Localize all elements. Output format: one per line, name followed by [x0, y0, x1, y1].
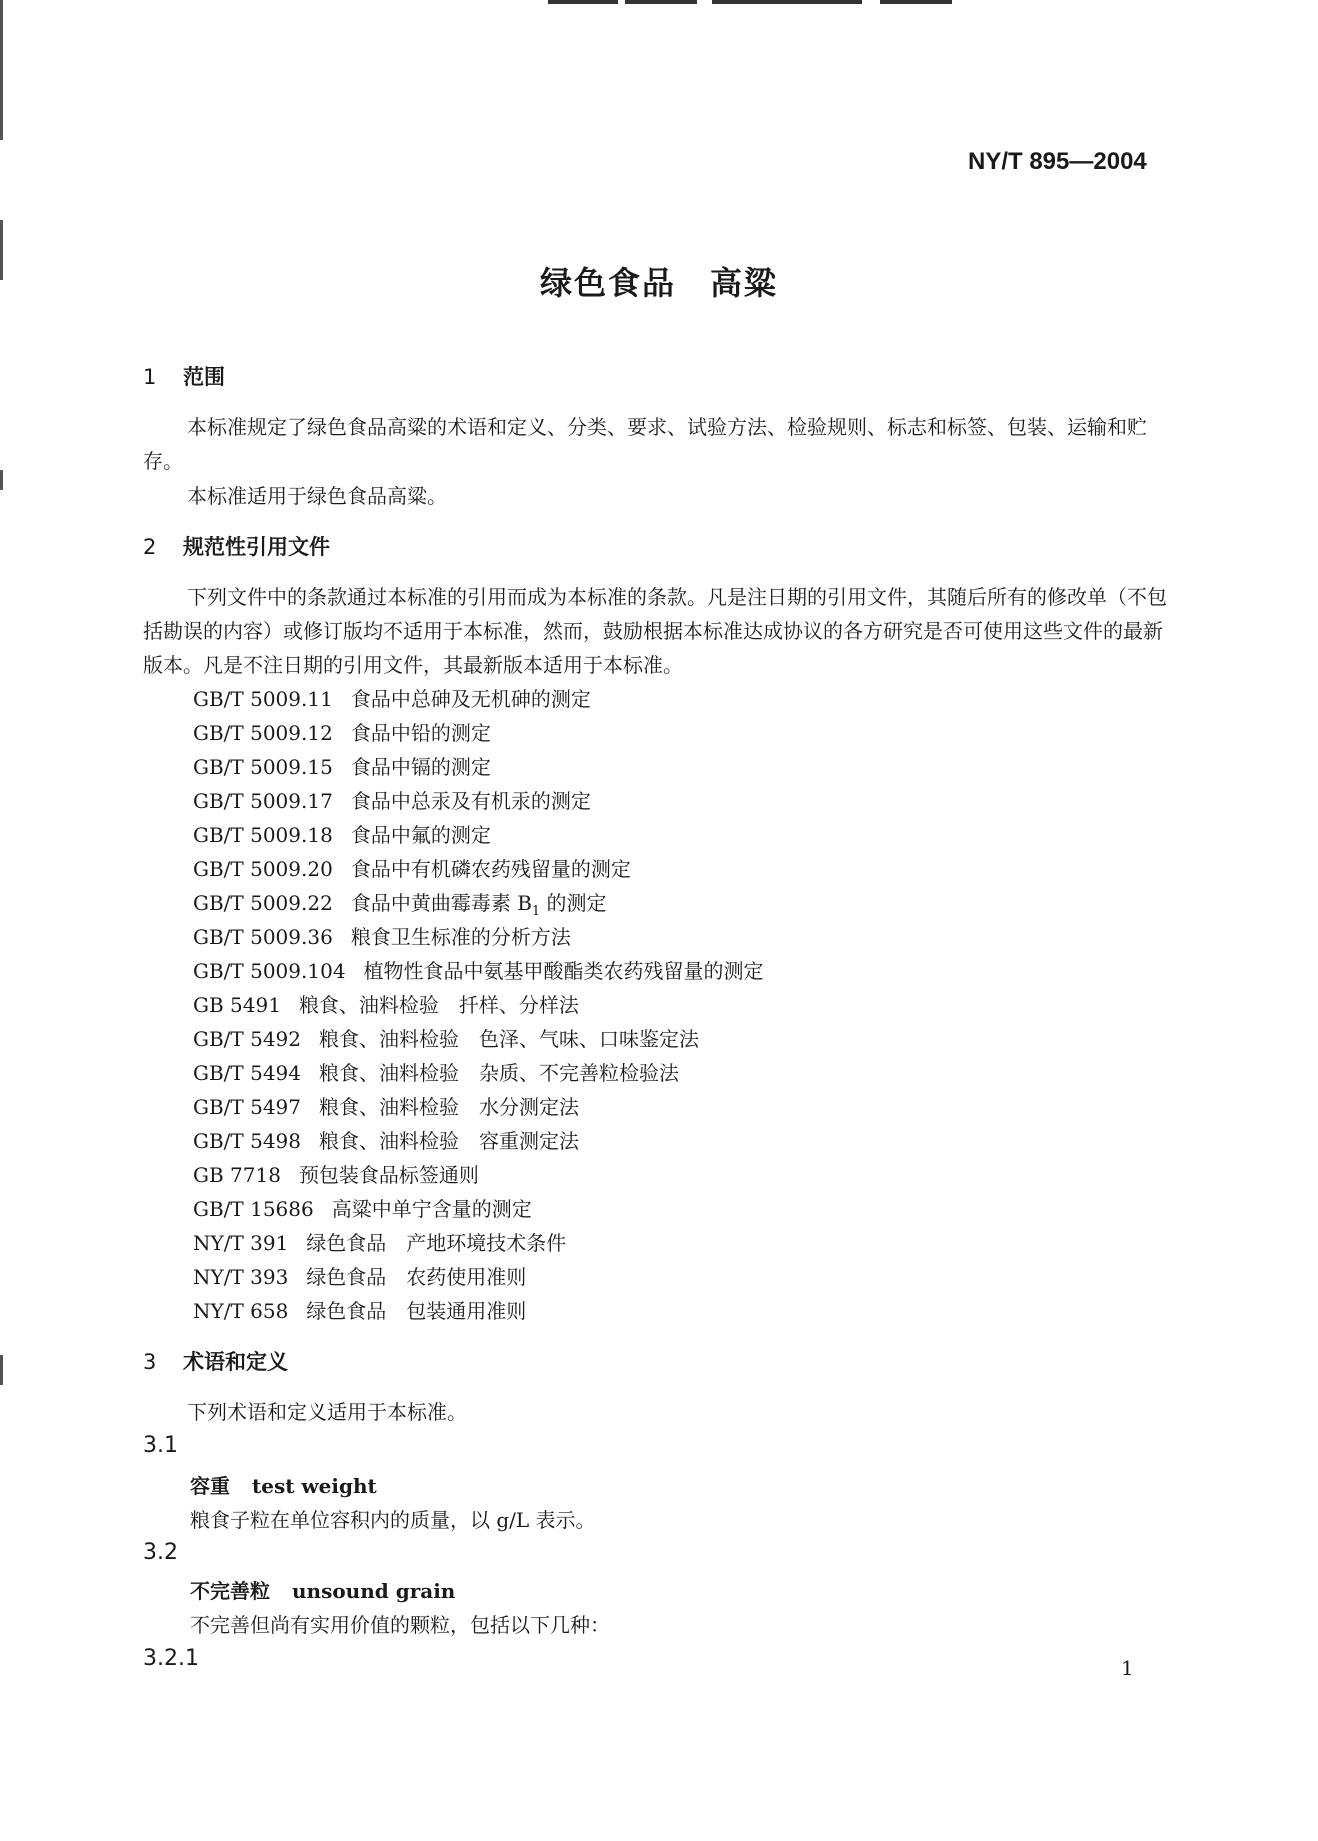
- reference-title: 食品中黄曲霉毒素: [350, 891, 511, 915]
- scan-artifact: [712, 0, 862, 4]
- reference-code: GB/T 5494: [193, 1061, 302, 1085]
- reference-title: 植物性食品中氨基甲酸酯类农药残留量的测定: [363, 959, 764, 983]
- term-definition: 不完善但尚有实用价值的颗粒，包括以下几种：: [190, 1613, 610, 1637]
- reference-item: [193, 751, 491, 780]
- term-chinese: 容重: [190, 1474, 230, 1498]
- reference-title-tail: 的测定: [540, 891, 607, 915]
- reference-code: GB 5491: [193, 993, 281, 1017]
- reference-code: NY/T 391: [193, 1231, 289, 1255]
- reference-code: GB/T 5009.17: [193, 789, 333, 813]
- reference-code: GB/T 15686: [193, 1197, 314, 1221]
- reference-title: 粮食、油料检验 扦样、分样法: [298, 993, 579, 1017]
- reference-code: GB/T 5009.12: [193, 721, 333, 745]
- reference-item: [193, 853, 631, 882]
- standard-code: NY/T 895—2004: [968, 148, 1147, 175]
- reference-item: [193, 1261, 526, 1290]
- section-number: 2: [143, 535, 157, 559]
- reference-title: 粮食、油料检验 杂质、不完善粒检验法: [319, 1061, 680, 1085]
- section-number: 1: [143, 365, 157, 389]
- scan-artifact: [0, 0, 3, 140]
- reference-code: GB/T 5009.104: [193, 959, 346, 983]
- reference-title: 食品中铅的测定: [350, 721, 491, 745]
- reference-item: [193, 683, 591, 712]
- reference-code: GB/T 5009.18: [193, 823, 333, 847]
- page-title: 绿色食品 高粱: [539, 264, 778, 302]
- reference-code: GB 7718: [193, 1163, 281, 1187]
- reference-item: [193, 785, 591, 814]
- reference-code: GB/T 5498: [193, 1129, 302, 1153]
- section-1-paragraph-2: 本标准适用于绿色食品高粱。: [187, 484, 447, 508]
- reference-item: [193, 1227, 566, 1256]
- reference-item: [193, 955, 764, 984]
- reference-item: [193, 1057, 679, 1086]
- reference-item: [193, 989, 579, 1018]
- section-number: 3: [143, 1350, 157, 1374]
- reference-code: GB/T 5009.11: [193, 687, 333, 711]
- reference-item: [193, 887, 607, 919]
- reference-item: [193, 819, 491, 848]
- reference-code: NY/T 393: [193, 1265, 289, 1289]
- reference-code: GB/T 5492: [193, 1027, 302, 1051]
- reference-code: GB/T 5009.20: [193, 857, 333, 881]
- reference-item: [193, 717, 491, 746]
- section-title: 术语和定义: [183, 1350, 288, 1374]
- term-definition: 粮食子粒在单位容积内的质量，以 g/L 表示。: [190, 1508, 596, 1532]
- scan-artifact: [0, 1355, 3, 1385]
- reference-title: 绿色食品 农药使用准则: [306, 1265, 527, 1289]
- reference-item: [193, 1193, 532, 1222]
- scan-artifact: [0, 470, 3, 490]
- reference-title: 粮食、油料检验 水分测定法: [319, 1095, 580, 1119]
- reference-symbol: B: [517, 891, 532, 915]
- section-title: 范围: [183, 365, 225, 389]
- reference-title: 粮食、油料检验 色泽、气味、口味鉴定法: [319, 1027, 700, 1051]
- reference-title: 粮食、油料检验 容重测定法: [319, 1129, 580, 1153]
- section-3-heading: [143, 1346, 288, 1376]
- reference-item: [193, 1091, 579, 1120]
- reference-subscript: 1: [531, 904, 541, 919]
- reference-item: [193, 1159, 479, 1188]
- reference-title: 绿色食品 产地环境技术条件: [306, 1231, 567, 1255]
- reference-title: 食品中氟的测定: [350, 823, 491, 847]
- reference-title: 预包装食品标签通则: [298, 1163, 479, 1187]
- reference-code: GB/T 5009.36: [193, 925, 333, 949]
- clause-number: 3.1: [143, 1433, 178, 1458]
- term-english: test weight: [252, 1474, 377, 1498]
- reference-item: [193, 1295, 526, 1324]
- section-2-heading: [143, 531, 330, 561]
- section-1-heading: [143, 361, 225, 391]
- section-1-paragraph-1: 本标准规定了绿色食品高粱的术语和定义、分类、要求、试验方法、检验规则、标志和标签、包装、运输和贮存。: [143, 415, 1147, 473]
- reference-item: [193, 1125, 579, 1154]
- reference-code: GB/T 5009.15: [193, 755, 333, 779]
- term-chinese: 不完善粒: [190, 1579, 270, 1603]
- term-entry: [190, 1575, 455, 1604]
- scan-artifact: [880, 0, 952, 4]
- reference-title: 食品中总汞及有机汞的测定: [350, 789, 591, 813]
- section-3-paragraph-1: 下列术语和定义适用于本标准。: [187, 1400, 467, 1424]
- page-number: 1: [1121, 1656, 1134, 1680]
- scan-artifact: [625, 0, 697, 4]
- reference-code: NY/T 658: [193, 1299, 289, 1323]
- term-entry: [190, 1470, 377, 1499]
- clause-number: 3.2.1: [143, 1646, 199, 1671]
- reference-code: GB/T 5497: [193, 1095, 302, 1119]
- reference-code: GB/T 5009.22: [193, 891, 333, 915]
- reference-item: [193, 1023, 699, 1052]
- reference-title: 粮食卫生标准的分析方法: [350, 925, 571, 949]
- reference-title: 高粱中单宁含量的测定: [331, 1197, 532, 1221]
- reference-title: 食品中总砷及无机砷的测定: [350, 687, 591, 711]
- reference-title: 食品中镉的测定: [350, 755, 491, 779]
- section-title: 规范性引用文件: [183, 535, 330, 559]
- reference-title: 食品中有机磷农药残留量的测定: [350, 857, 631, 881]
- clause-number: 3.2: [143, 1540, 178, 1565]
- scan-artifact: [548, 0, 618, 4]
- reference-item: [193, 921, 571, 950]
- section-2-paragraph-1: 下列文件中的条款通过本标准的引用而成为本标准的条款。凡是注日期的引用文件，其随后所有的修改单（不包括勘误的内容）或修订版均不适用于本标准，然而，鼓励根据本标准达成协议的各方研究是否可使用这些文件的最新版本。凡是不注日期的引用文件，其最新版本适用于本标准。: [143, 585, 1167, 677]
- term-english: unsound grain: [292, 1579, 456, 1603]
- reference-title: 绿色食品 包装通用准则: [306, 1299, 527, 1323]
